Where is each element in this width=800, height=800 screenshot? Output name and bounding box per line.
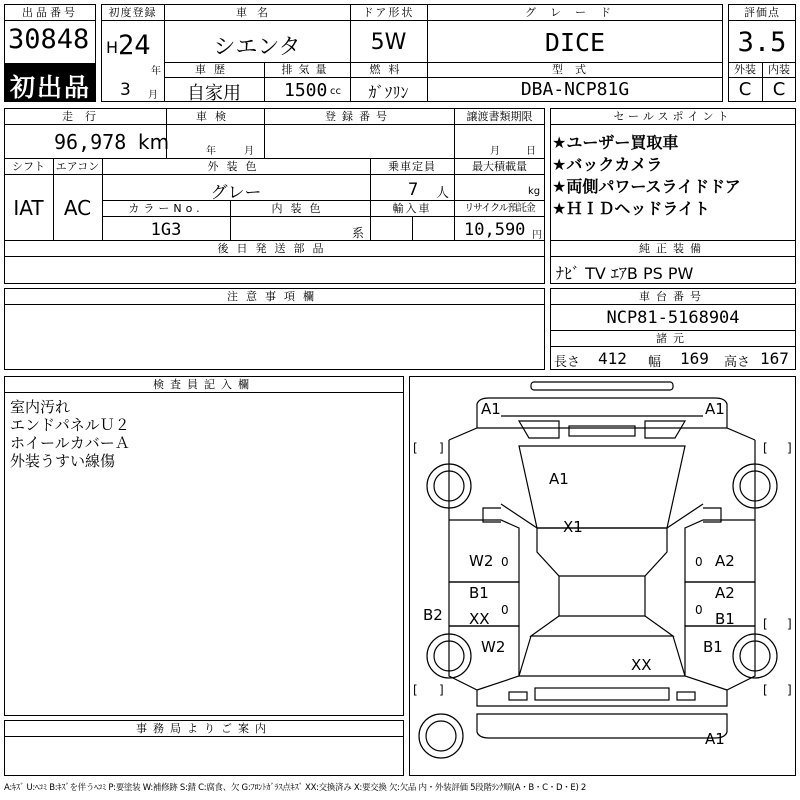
inspector-line-3: ホイールカバーＡ xyxy=(10,434,130,452)
bracket-close-4: ] xyxy=(439,683,444,697)
door-handle-3: 0 xyxy=(501,603,509,617)
bracket-open-1: [ xyxy=(413,441,418,455)
mark-hood: A1 xyxy=(549,470,569,488)
inspector-line-2: エンドパネルＵ２ xyxy=(10,416,130,434)
displacement-label: 排気量 xyxy=(281,63,333,76)
car-name-label: 車名 xyxy=(236,6,278,19)
recycle-unit: 円 xyxy=(532,230,542,241)
shift-label: シフト xyxy=(12,160,45,173)
later-parts-label: 後日発送部品 xyxy=(217,242,332,255)
sales-point-4: ★ＨＩＤヘッドライト xyxy=(552,199,710,218)
body-color: グレー xyxy=(210,183,262,203)
mark-left-side: B2 xyxy=(423,606,443,624)
bracket-close-1: ] xyxy=(439,441,444,455)
car-name: シエンタ xyxy=(213,35,301,60)
legend: A:ｷｽﾞ U:ﾍｺﾐ B:ｷｽﾞを伴うﾍｺﾐ P:要塗装 W:補修跡 S:錆 C:腐食、欠 G:ﾌﾛﾝﾄｶﾞﾗｽ点ｷｽﾞ XX:交換済み X:要交換 欠:欠品 内・外装評価 5段階ﾗﾝｸ順(A・B・C・D・E) 2 xyxy=(4,783,587,793)
mark-left-rear-door-2: XX xyxy=(469,610,490,628)
history-label: 車歴 xyxy=(195,63,233,76)
mark-right-front-door: A2 xyxy=(715,552,735,570)
registration-label: 登録番号 xyxy=(325,110,393,123)
mark-left-front-door: W2 xyxy=(469,552,494,570)
mark-right-rear-door-2: B1 xyxy=(715,610,735,628)
ac: AC xyxy=(63,196,92,220)
bracket-open-5: [ xyxy=(763,683,768,697)
notes-label: 注意事項欄 xyxy=(227,290,322,303)
mileage-label: 走行 xyxy=(62,110,108,123)
door-label: ドア形状 xyxy=(362,6,415,19)
model-label: 型式 xyxy=(552,63,598,76)
score-label: 評価点 xyxy=(744,6,780,19)
bracket-close-2: ] xyxy=(787,441,792,455)
era: H xyxy=(106,38,119,57)
bracket-open-4: [ xyxy=(413,683,418,697)
capacity-unit: 人 xyxy=(436,186,450,201)
recycle-label: リサイクル預託金 xyxy=(464,203,535,214)
recycle-amount: 10,590 xyxy=(464,220,526,240)
inspection-month-unit: 月 xyxy=(244,146,254,157)
shift: IAT xyxy=(13,196,44,220)
width-label: 幅 xyxy=(648,355,662,370)
bracket-close-5: ] xyxy=(787,683,792,697)
dimensions-label: 諸元 xyxy=(656,332,690,345)
mark-left-rear-door-1: B1 xyxy=(469,584,489,602)
sales-point-3: ★両側パワースライドドア xyxy=(552,177,741,196)
equipment-label: 純正装備 xyxy=(639,242,707,255)
year-unit: 年 xyxy=(151,66,161,77)
grade-label: グレード xyxy=(525,6,625,19)
transfer-day-unit: 日 xyxy=(526,146,536,157)
mark-roof: X1 xyxy=(563,518,583,536)
width: 169 xyxy=(680,349,709,368)
length: 412 xyxy=(598,349,627,368)
color-no: 1G3 xyxy=(150,220,182,240)
capacity-label: 乗車定員 xyxy=(388,160,436,173)
height-label: 高さ xyxy=(724,355,751,370)
mark-left-quarter: W2 xyxy=(481,638,506,656)
equipment-value: ﾅﾋﾞ TV ｴｱB PS PW xyxy=(556,264,694,283)
mark-right-rear-quarter: B1 xyxy=(703,638,723,656)
interior-label: 内装 xyxy=(768,63,790,76)
bracket-close-3: ] xyxy=(787,617,792,631)
inspection-year-unit: 年 xyxy=(206,146,216,157)
ac-label: エアコン xyxy=(55,160,100,173)
color-label: 外装色 xyxy=(207,160,265,173)
interior-grade: C xyxy=(772,79,786,100)
mark-front-left: A1 xyxy=(481,400,501,418)
lot-label: 出品番号 xyxy=(22,6,78,19)
mark-front-right: A1 xyxy=(705,400,725,418)
displacement-unit: cc xyxy=(330,86,341,97)
inspector-line-4: 外装うすい線傷 xyxy=(10,452,116,470)
mark-right-rear-door-1: A2 xyxy=(715,584,735,602)
import-label: 輸入車 xyxy=(392,202,432,215)
inspector-label: 検査員記入欄 xyxy=(153,378,255,391)
inspection-label: 車検 xyxy=(196,110,234,123)
score: 3.5 xyxy=(737,27,787,58)
first-reg-label: 初度登録 xyxy=(108,6,157,19)
door-handle-2: 0 xyxy=(695,555,703,569)
lot-number: 30848 xyxy=(8,24,90,55)
reg-year: 24 xyxy=(118,30,151,61)
history: 自家用 xyxy=(187,83,241,104)
first-listing-text: 初出品 xyxy=(10,73,92,102)
length-label: 長さ xyxy=(554,355,581,370)
sales-point-1: ★ユーザー買取車 xyxy=(552,133,679,152)
max-load-unit: kg xyxy=(528,186,541,197)
max-load-label: 最大積載量 xyxy=(472,160,527,173)
chassis-label: 車台番号 xyxy=(639,290,707,303)
fuel: ｶﾞｿﾘﾝ xyxy=(368,83,409,102)
transfer-month-unit: 月 xyxy=(490,146,500,157)
interior-color-label: 内装色 xyxy=(271,202,329,215)
bracket-open-2: [ xyxy=(763,441,768,455)
office-label: 事務局よりご案内 xyxy=(136,722,272,735)
mark-rear-panel: XX xyxy=(631,656,652,674)
chassis-number: NCP81-5168904 xyxy=(606,308,740,328)
model-code: DBA-NCP81G xyxy=(520,79,630,100)
exterior-grade: C xyxy=(738,79,752,100)
exterior-label: 外装 xyxy=(734,63,756,76)
door-handle-1: 0 xyxy=(501,555,509,569)
door-handle-4: 0 xyxy=(695,603,703,617)
grade: DICE xyxy=(544,28,606,57)
displacement: 1500 xyxy=(284,80,328,101)
color-no-label: カラーNo. xyxy=(128,202,204,215)
month-unit: 月 xyxy=(148,90,158,101)
car-diagram xyxy=(409,376,796,776)
mark-rear-bumper: A1 xyxy=(705,730,725,748)
mileage-unit: km xyxy=(138,130,170,154)
transfer-label: 譲渡書類期限 xyxy=(466,110,533,123)
capacity: 7 xyxy=(408,180,419,200)
mileage: 96,978 xyxy=(54,130,127,154)
interior-color-unit: 系 xyxy=(352,226,365,240)
inspector-line-1: 室内汚れ xyxy=(10,398,71,416)
fuel-label: 燃料 xyxy=(369,63,408,76)
door-type: 5W xyxy=(370,30,407,55)
height: 167 xyxy=(760,349,789,368)
sales-point-2: ★バックカメラ xyxy=(552,155,663,174)
bracket-open-3: [ xyxy=(763,617,768,631)
sales-points-label: セールスポイント xyxy=(613,110,733,123)
reg-month: 3 xyxy=(120,80,131,100)
